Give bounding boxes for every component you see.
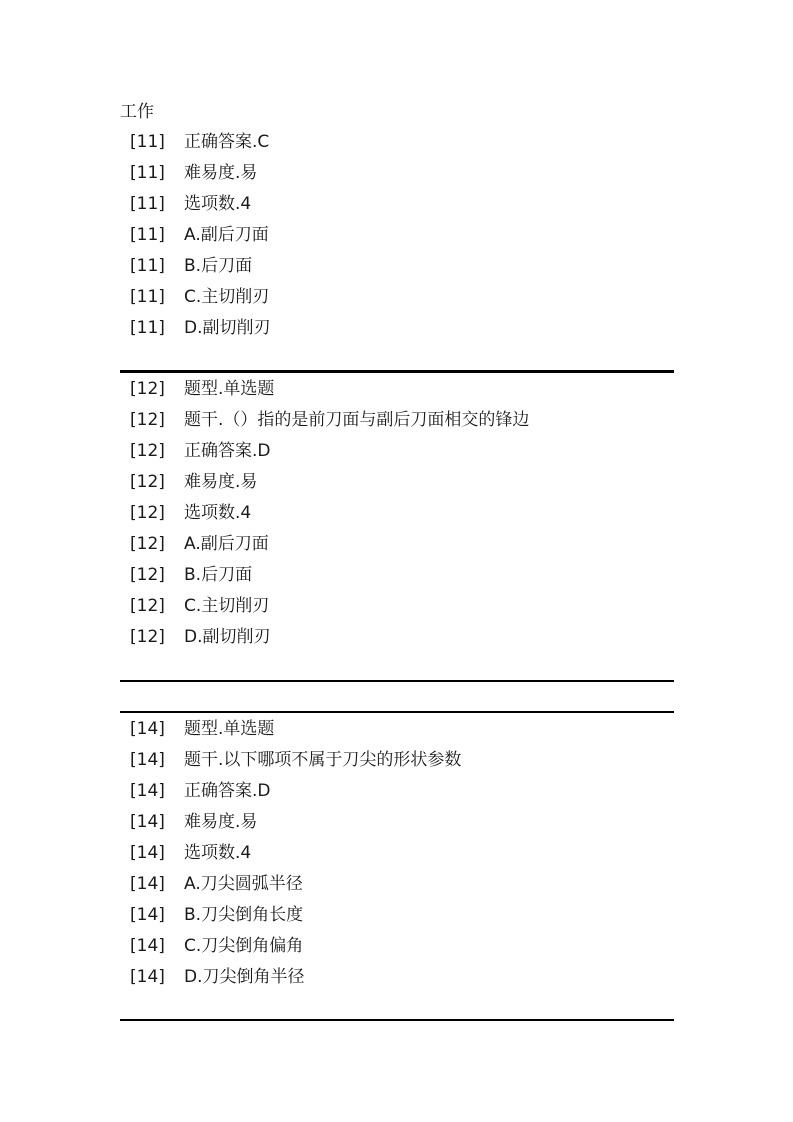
question-line [130,405,529,436]
line-number: [12] [130,534,165,554]
question-line [130,529,529,560]
line-number: [14] [130,967,165,987]
line-text: C.主切削刃 [184,287,270,307]
question-block-11 [130,127,271,344]
line-number: [11] [130,194,165,214]
line-text: D.副切削刃 [184,318,271,338]
question-line [130,313,271,344]
line-number: [11] [130,318,165,338]
question-line [130,127,271,158]
line-number: [12] [130,379,165,399]
line-number: [14] [130,936,165,956]
line-number: [11] [130,256,165,276]
question-block-12 [130,374,529,653]
question-line [130,838,461,869]
line-number: [12] [130,503,165,523]
line-text: 正确答案.D [184,441,271,461]
question-line [130,807,461,838]
question-line [130,436,529,467]
line-text: C.主切削刃 [184,596,270,616]
line-number: [12] [130,472,165,492]
line-number: [11] [130,225,165,245]
line-text: 选项数.4 [184,843,252,863]
line-text: 难易度.易 [184,812,258,832]
line-number: [14] [130,812,165,832]
question-line [130,900,461,931]
line-number: [12] [130,596,165,616]
line-number: [12] [130,627,165,647]
question-line [130,374,529,405]
question-line [130,560,529,591]
question-line [130,220,271,251]
section-divider [120,370,674,373]
line-text: B.刀尖倒角长度 [184,905,304,925]
question-line [130,962,461,993]
question-line [130,869,461,900]
line-number: [14] [130,874,165,894]
line-number: [12] [130,441,165,461]
question-line [130,591,529,622]
line-text: 正确答案.C [184,132,270,152]
question-line [130,776,461,807]
line-number: [11] [130,163,165,183]
question-line [130,622,529,653]
line-text: A.刀尖圆弧半径 [184,874,303,894]
line-text: A.副后刀面 [184,534,269,554]
question-line [130,282,271,313]
line-text: 难易度.易 [184,163,258,183]
section-divider [120,711,674,713]
line-text: 题干.（）指的是前刀面与副后刀面相交的锋边 [184,410,530,430]
line-number: [12] [130,565,165,585]
line-number: [14] [130,719,165,739]
header-text: 工作 [120,102,154,122]
line-text: 题干.以下哪项不属于刀尖的形状参数 [184,750,462,770]
question-line [130,498,529,529]
question-line [130,189,271,220]
line-text: 正确答案.D [184,781,271,801]
line-number: [14] [130,750,165,770]
line-text: 题型.单选题 [184,719,275,739]
line-text: B.后刀面 [184,256,253,276]
question-block-14 [130,714,461,993]
line-text: 题型.单选题 [184,379,275,399]
line-number: [12] [130,410,165,430]
line-text: A.副后刀面 [184,225,269,245]
question-line [130,251,271,282]
line-text: 难易度.易 [184,472,258,492]
question-line [130,745,461,776]
question-line [130,931,461,962]
line-text: 选项数.4 [184,194,252,214]
line-number: [11] [130,287,165,307]
line-text: B.后刀面 [184,565,253,585]
question-line [130,158,271,189]
line-number: [14] [130,905,165,925]
line-number: [14] [130,781,165,801]
line-text: D.副切削刃 [184,627,271,647]
line-number: [11] [130,132,165,152]
line-text: 选项数.4 [184,503,252,523]
question-line [130,714,461,745]
line-text: C.刀尖倒角偏角 [184,936,304,956]
question-line [130,467,529,498]
line-number: [14] [130,843,165,863]
line-text: D.刀尖倒角半径 [184,967,305,987]
section-divider [120,680,674,682]
section-divider [120,1019,674,1021]
